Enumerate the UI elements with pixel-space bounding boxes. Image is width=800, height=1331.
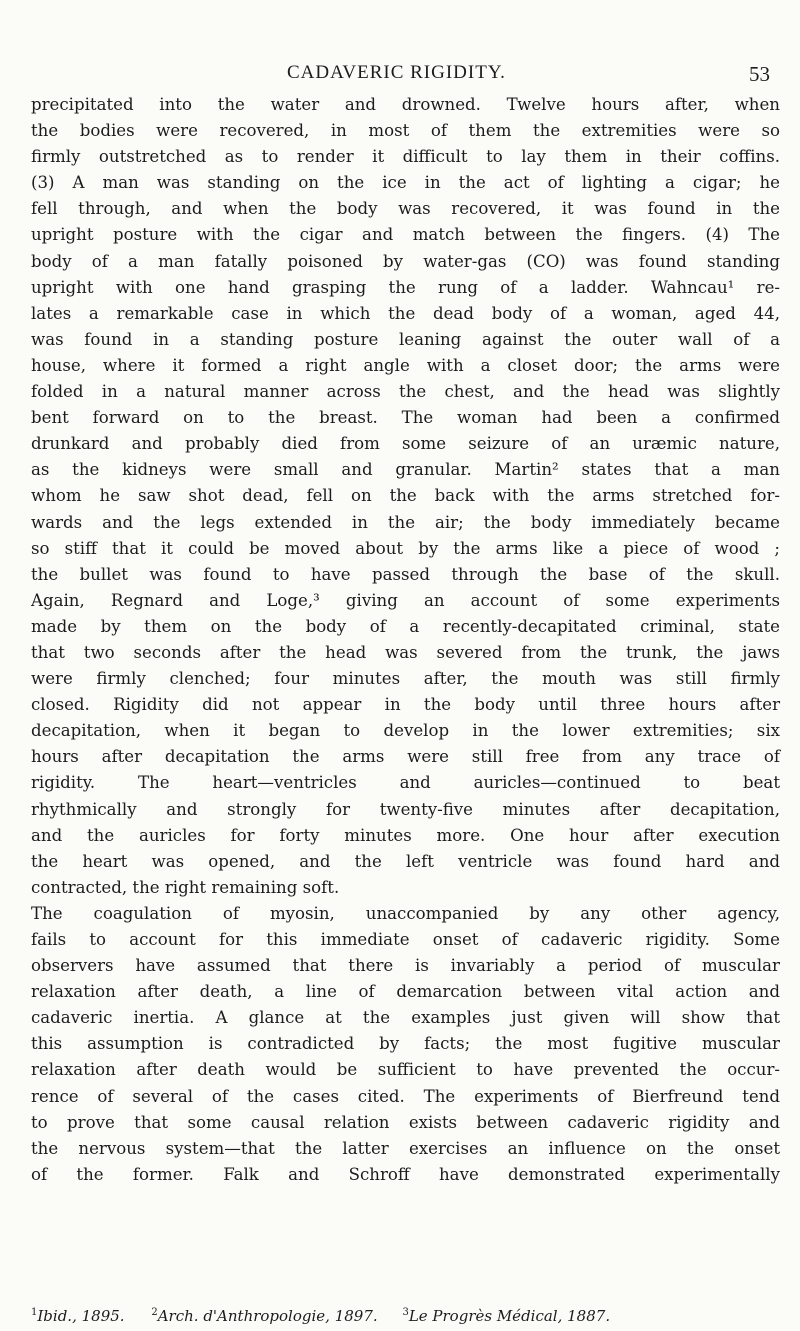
text-line: relaxation after death, a line of demarcation between vital action and <box>31 982 780 1002</box>
text-line: (3) A man was standing on the ice in the act of lighting a cigar; he <box>31 173 780 193</box>
text-line: wards and the legs extended in the air; the body immediately became <box>31 512 780 532</box>
footnote-text: Ibid., 1895. <box>37 1307 125 1325</box>
text-line: fails to account for this immediate onset of cadaveric rigidity. Some <box>31 930 780 949</box>
text-line: observers have assumed that there is invariably a period of muscular <box>31 956 780 976</box>
text-line: that two seconds after the head was severed from the trunk, the jaws <box>31 642 780 662</box>
text-line: hours after decapitation the arms were still free from any trace of <box>31 747 780 767</box>
text-line: rence of several of the cases cited. The experiments of Bierfreund tend <box>31 1086 780 1106</box>
text-line: closed. Rigidity did not appear in the body until three hours after <box>31 695 780 715</box>
text-line: body of a man fatally poisoned by water-gas (CO) was found standing <box>31 251 780 271</box>
body-text <box>31 92 780 1188</box>
page-number: 53 <box>749 62 770 86</box>
running-title: CADAVERIC RIGIDITY. <box>287 62 506 83</box>
text-line: relaxation after death would be sufficient to have prevented the occur- <box>31 1060 780 1080</box>
text-line: of the former. Falk and Schroff have demonstrated experimentally <box>31 1164 780 1184</box>
text-line: upright posture with the cigar and match between the fingers. (4) The <box>31 225 780 245</box>
footnote-text: Arch. d'Anthropologie, 1897. <box>157 1307 378 1325</box>
text-line: was found in a standing posture leaning against the outer wall of a <box>31 329 780 349</box>
footnote-2: 2Arch. d'Anthropologie, 1897. <box>151 1307 378 1325</box>
footnote-text: Le Progrès Médical, 1887. <box>408 1307 611 1325</box>
text-line: whom he saw shot dead, fell on the back with the arms stretched for- <box>31 486 780 506</box>
text-line: Again, Regnard and Loge,³ giving an account of some experiments <box>31 590 780 610</box>
text-line: drunkard and probably died from some seizure of an uræmic nature, <box>31 434 780 454</box>
text-line: cadaveric inertia. A glance at the examples just given will show that <box>31 1008 780 1028</box>
text-line: the bullet was found to have passed through the base of the skull. <box>31 564 780 584</box>
text-line: the nervous system—that the latter exercises an influence on the onset <box>31 1138 780 1158</box>
text-line: upright with one hand grasping the rung of a ladder. Wahncau¹ re- <box>31 277 780 297</box>
text-line: house, where it formed a right angle with a closet door; the arms were <box>31 355 780 375</box>
text-line: folded in a natural manner across the chest, and the head was slightly <box>31 382 780 402</box>
footnotes <box>31 1305 780 1327</box>
text-line: made by them on the body of a recently-decapitated criminal, state <box>31 616 780 636</box>
text-line: decapitation, when it began to develop in the lower extremities; six <box>31 721 780 741</box>
text-line: firmly outstretched as to render it difficult to lay them in their coffins. <box>31 147 780 167</box>
text-line: were firmly clenched; four minutes after, the mouth was still firmly <box>31 669 780 689</box>
text-line: lates a remarkable case in which the dead body of a woman, aged 44, <box>31 303 780 323</box>
text-line: rhythmically and strongly for twenty-five minutes after decapitation, <box>31 799 780 819</box>
text-line: The coagulation of myosin, unaccompanied by any other agency, <box>31 903 780 923</box>
text-line: so stiff that it could be moved about by the arms like a piece of wood ; <box>31 538 780 558</box>
text-line: to prove that some causal relation exists between cadaveric rigidity and <box>31 1112 780 1132</box>
text-line: as the kidneys were small and granular. Martin² states that a man <box>31 460 780 480</box>
text-line: the heart was opened, and the left ventricle was found hard and <box>31 851 780 871</box>
text-line: this assumption is contradicted by facts; the most fugitive muscular <box>31 1034 780 1054</box>
text-line: fell through, and when the body was recovered, it was found in the <box>31 199 780 219</box>
text-line: the bodies were recovered, in most of them the extremities were so <box>31 121 780 141</box>
text-line: bent forward on to the breast. The woman had been a confirmed <box>31 408 780 428</box>
text-line: precipitated into the water and drowned. Twelve hours after, when <box>31 95 780 114</box>
footnote-1: 1Ibid., 1895. <box>31 1307 125 1325</box>
text-line: and the auricles for forty minutes more. One hour after execution <box>31 825 780 845</box>
footnote-3: 3Le Progrès Médical, 1887. <box>402 1307 611 1325</box>
text-line: rigidity. The heart—ventricles and auricles—continued to beat <box>31 773 780 793</box>
paragraph-end-line: contracted, the right remaining soft. <box>31 877 340 897</box>
running-head <box>287 62 770 86</box>
